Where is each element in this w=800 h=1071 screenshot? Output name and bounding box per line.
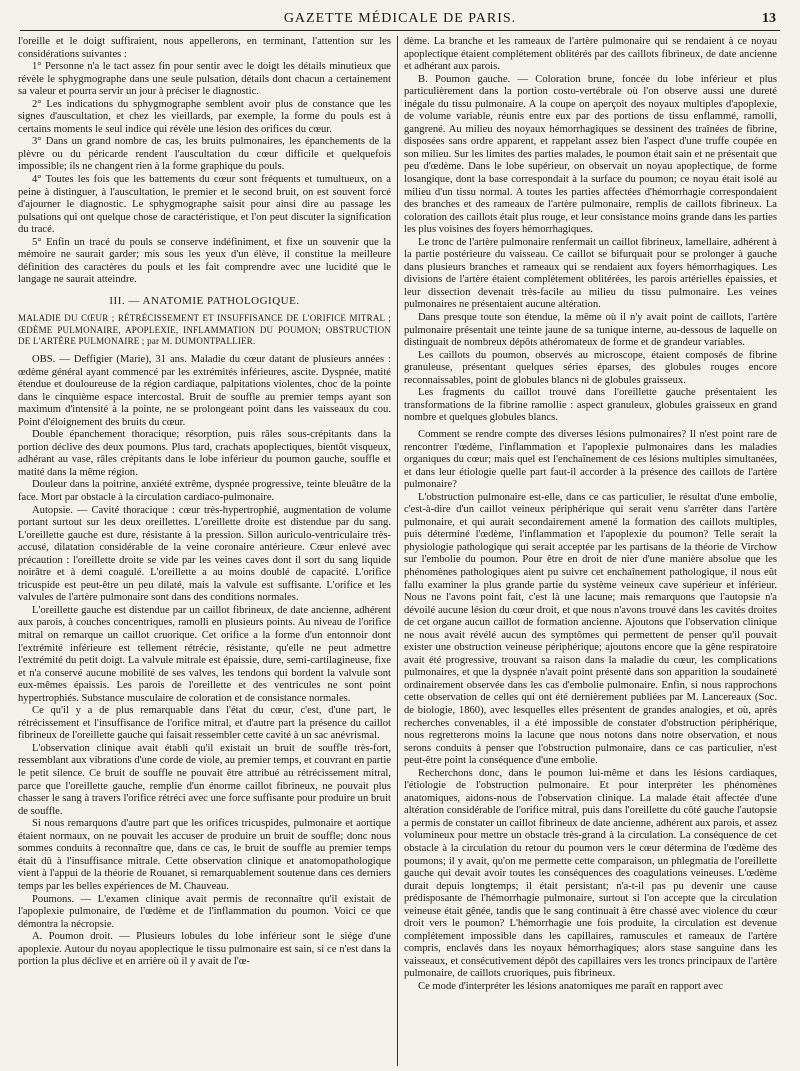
case-paragraph: Ce qu'il y a de plus remarquable dans l'état du cœur, c'est, d'une part, le rétrécissement et l'insuffisance de l'orifice mitral, et d'autre part la présence du caillot fibrineux de l'oreillette gauche qui faisait ressembler cette cavité à un sac anévrismal.	[18, 705, 391, 742]
continued-paragraph: dème. La branche et les rameaux de l'artère pulmonaire qui se rendaient à ce noyau apoplectique étaient complétement oblitérés par des caillots fibrineux, de date ancienne et adhérant aux parois.	[404, 36, 777, 73]
body-paragraph: Ce mode d'interpréter les lésions anatomiques me paraît en rapport avec	[418, 981, 723, 993]
body-paragraph: Le tronc de l'artère pulmonaire renfermait un caillot fibrineux, lamellaire, adhérent à la partie postérieure du vaisseau. Ce caillot se bifurquait pour se prolonger à gauche dans plusieurs branches et rameaux qui se rendaient aux foyers hémorrhagiques. Les divisions de l'artère étaient complétement oblitérées, les parois artérielles épaissies, et leur dissection devenait très-facile au milieu du tissu pulmonaire. Les veines pulmonaires ne présentaient aucune altération.	[404, 236, 777, 311]
column-divider	[397, 36, 398, 1066]
body-paragraph: Les fragments du caillot trouvé dans l'oreillette gauche présentaient les transformations de la fibrine ramollie : aspect granuleux, globules graisseux en grand nombre et quelques globules blancs.	[404, 387, 777, 424]
right-column	[404, 36, 777, 1066]
left-column	[18, 36, 391, 1066]
consideration-5: 5° Enfin un tracé du pouls se conserve indéfiniment, et fixe un souvenir que la mémoire ne saurait garder; mis sous les yeux d'un élève, il constitue la meilleure définition des caractères du pouls et les fait comprendre avec une lucidité que le langage ne saurait atteindre.	[18, 236, 391, 286]
case-paragraph: Douleur dans la poitrine, anxiété extrême, dyspnée progressive, teinte bleuâtre de la face. Mort par obstacle à la circulation cardiaco-pulmonaire.	[18, 479, 391, 503]
page-number: 13	[762, 11, 776, 26]
consideration-1: 1° Personne n'a le tact assez fin pour sentir avec le doigt les détails minutieux que révèle le sphygmographe dans une seule pulsation, détails dont chacun a certainement sa valeur et pourra servir un jour à préciser le diagnostic.	[18, 61, 391, 98]
section-heading: III. — ANATOMIE PATHOLOGIQUE.	[109, 294, 300, 307]
body-paragraph: Les caillots du poumon, observés au microscope, étaient composés de fibrine granuleuse, présentant quelques séries éparses, des globules rouges encore reconnaissables, point de globules blancs ni de globules graisseux.	[404, 349, 777, 386]
page-header	[20, 8, 780, 31]
case-paragraph: L'oreillette gauche est distendue par un caillot fibrineux, de date ancienne, adhérent aux parois, à couches concentriques, ramolli en plusieurs points. Au niveau de l'orifice mitral on remarque un caillot cruorique. Cet orifice a la forme d'un entonnoir dont l'extrémité inférieure est tellement rétrécie, résistante, qu'elle ne peut admettre l'extrémité du petit doigt. La valvule mitrale est épaissie, dure, semi-cartilagineuse, fixe et n'a conservé aucune mobilité de ses valves, les tendons qui bordent la valvule sont eux-mêmes épaissis. Les parois de l'oreillette et des ventricules ne sont point hypertrophiés. Substance musculaire de coloration et de consistance normales.	[18, 604, 391, 704]
journal-title: GAZETTE MÉDICALE DE PARIS.	[283, 11, 517, 26]
right-lung-paragraph: A. Poumon droit. — Plusieurs lobules du lobe inférieur sont le siége d'une apoplexie. Autour du noyau apoplectique le tissu pulmonaire est sain, si ce n'est dans la portion la plus déclive et en arrière où il y avait de l'œ-	[18, 931, 391, 968]
consideration-4: 4° Toutes les fois que les battements du cœur sont fréquents et tumultueux, on a peine à distinguer, à l'auscultation, le premier et le second bruit, on est souvent forcé d'ajourner le diagnostic. Le sphygmographe saisit pour ainsi dire au passage les pulsations qui ont quelque chose de caractéristique, et l'on peut discuter la signification du tracé.	[18, 174, 391, 236]
intro-paragraph: l'oreille et le doigt suffiraient, nous appellerons, en terminant, l'attention sur les considérations suivantes :	[18, 36, 391, 60]
case-paragraph: Double épanchement thoracique; résorption, puis râles sous-crépitants dans la portion déclive des deux poumons. Plus tard, crachats apoplectiques, bientôt visqueux, adhérant au vase, râles crépitants dans le lobe inférieur du poumon gauche, souffle et matité dans la même région.	[18, 429, 391, 478]
consideration-3: 3° Dans un grand nombre de cas, les bruits pulmonaires, les épanchements de la plèvre ou du péricarde rendent l'auscultation du cœur difficile et quelquefois impossible; ils ne changent rien à la forme graphique du pouls.	[18, 136, 391, 173]
body-paragraph: Dans presque toute son étendue, la même où il n'y avait point de caillots, l'artère pulmonaire présentait une teinte jaune de sa tunique interne, au-dessous de laquelle on distinguait de nombreux dépôts athéromateux de forme et de grandeur variables.	[404, 312, 777, 349]
left-lung-paragraph: B. Poumon gauche. — Coloration brune, foncée du lobe inférieur et plus particulièrement dans la portion costo-vertébrale où l'on observe aussi une dureté inégale du tissu pulmonaire. A la coupe on aperçoit des noyaux multiples d'apoplexie, de volume variable, réunis entre eux par des portions de tissu enflammé, ramolli, gangrené. Au milieu des noyaux hémorrhagiques se dessinent des traînées de fibrine, disposées sans ordre apparent, et rappelant assez bien l'aspect d'une truffe coupée en son milieu. Sur les limites des parties malades, le poumon était sain et ne présentait que peu d'œdème. Dans le lobe supérieur, on observait un noyau apoplectique, de forme losangique, dont la base correspondait à la surface du poumon; ce noyau était isolé au milieu d'un tissu normal. A toutes les parties affectées d'hémorrhagie correspondaient des branches et des rameaux de l'artère pulmonaire, remplis de caillots fibrineux. La coloration des caillots était plus rouge, et leur consistance moins grande dans les parties les plus voisines des foyers hémorrhagiques.	[404, 73, 777, 236]
case-title: MALADIE DU CŒUR ; RÉTRÉCISSEMENT ET INSUFFISANCE DE L'ORIFICE MITRAL ; ŒDÈME PULMONAIRE, APOPLEXIE, INFLAMMATION DU POUMON; OBSTRUCTION DE L'ARTÈRE PULMONAIRE ; par M. DUMONTPALLIER.	[18, 313, 391, 347]
observation-paragraph: OBS. — Deffigier (Marie), 31 ans. Maladie du cœur datant de plusieurs années : œdème général ayant commencé par les extrémités inférieures, ascite. Dyspnée, matité étendue et douloureuse de la région cardiaque, palpitations violentes, choc de la pointe dans le cinquième espace intercostal. Bruit de souffle au premier temps ayant son maximum d'intensité à la pointe, ne se prolongeant point dans les vaisseaux du cou. Point d'éloignement des bruits du cœur.	[18, 353, 391, 428]
consideration-2: 2° Les indications du sphygmographe semblent avoir plus de constance que les signes d'auscultation, et chez les vieillards, par exemple, la forme du pouls est à certains moments le seul indice qui révèle une lésion des orifices du cœur.	[18, 98, 391, 135]
body-paragraph: Recherchons donc, dans le poumon lui-même et dans les lésions cardiaques, l'étiologie de l'obstruction pulmonaire. Et pour interpréter les phénomènes anatomiques, aidons-nous de l'observation clinique. La malade était affectée d'une altération considérable de l'orifice mitral, puis dans l'oreillette du côté gauche l'autopsie a permis de constater un caillot fibrineux de date ancienne, adhérent aux parois, et assez volumineux pour mettre un obstacle très-grand à la circulation. La conséquence de cet obstacle à la circulation du retour du poumon vers le cœur détermina de l'œdème des poumons; il y avait, qu'on me permette cette comparaison, un phlegmatia de l'oreillette gauche qui devait avoir toutes les conséquences des coagulations veineuses. L'œdème durait depuis longtemps; il était persistant; n'a-t-il pas pu devenir une cause prédisposante de l'hémorrhagie pulmonaire, surtout si l'on accepte que la circulation veineuse était gênée, tandis que le sang continuait à être chassé avec violence du cœur droit vers le poumon? L'hémorrhagie une fois produite, la circulation est devenue complétement impossible dans les capillaires, ramuscules et rameaux de l'artère compris, enclavés dans les noyaux hémorrhagiques; alors stase sanguine dans les vaisseaux, et consécutivement dépôt des capillaires vers les troncs principaux de l'artère pulmonaire, de caillots cruoriques, puis fibrineux.	[404, 767, 777, 980]
body-paragraph: Comment se rendre compte des diverses lésions pulmonaires? Il n'est point rare de rencontrer l'œdème, l'inflammation et l'apoplexie pulmonaires dans les maladies organiques du cœur; mais quel est l'enchaînement de ces lésions multiples simultanées, et dans leur étiologie quelle part faut-il accorder à la présence des caillots de l'artère pulmonaire?	[404, 428, 777, 491]
autopsy-paragraph: Autopsie. — Cavité thoracique : cœur très-hypertrophié, augmentation de volume portant surtout sur les deux oreillettes. L'oreillette droite est distendue par du sang. L'oreillette gauche est dure, résistante à la pression. Sillon auriculo-ventriculaire très-accusé, dilatation considérable de la veine coronaire antérieure. Cœur enlevé avec précaution : l'oreillette droite se vide par les veines caves dont il sort du sang liquide noirâtre et à demi coagulé. L'oreillette a au moins doublé de capacité. L'orifice tricuspide est peut-être un peu dilaté, mais la valvule est suffisante. L'orifice et les valvules de l'artère pulmonaire sont dans des conditions normales.	[18, 504, 391, 604]
lungs-paragraph: Poumons. — L'examen clinique avait permis de reconnaître qu'il existait de l'apoplexie pulmonaire, de l'œdème et de l'inflammation du poumon. Voici ce que démontra la nécropsie.	[18, 893, 391, 930]
case-paragraph: L'observation clinique avait établi qu'il existait un bruit de souffle très-fort, ressemblant aux vibrations d'une corde de viole, au premier temps, et couvrant en partie le petit silence. Ce bruit de souffle ne pouvait être attribué au rétrécissement mitral, parce que l'oreillette gauche, remplie d'un énorme caillot fibrineux, ne pouvait plus chasser le sang à travers l'orifice rétréci avec une force suffisante pour produire un bruit de souffle.	[18, 742, 391, 817]
case-paragraph: Si nous remarquons d'autre part que les orifices tricuspides, pulmonaire et aortique étaient normaux, on ne pouvait les accuser de produire un bruit de souffle; donc nous sommes conduits à reconnaître que, dans ce cas, le bruit de souffle au premier temps était dû à l'insuffisance mitrale. Cette observation clinique et anatomopathologique vient à l'appui de la théorie de Rouanet, si remarquablement soutenue dans ces derniers temps par les belles expériences de M. Chauveau.	[18, 818, 391, 892]
body-paragraph: L'obstruction pulmonaire est-elle, dans ce cas particulier, le résultat d'une embolie, c'est-à-dire d'un caillot veineux périphérique qui serait venu s'arrêter dans l'artère pulmonaire, et qui aurait secondairement amené la formation des caillots multiples, puis déterminé l'œdème, l'inflammation et l'apoplexie du poumon? Telle serait la physiologie pathologique qui serait acceptée par les partisans de la théorie de Virchow sur l'embolie du poumon. Pour être en droit de nier d'une manière absolue que les phénomènes pathologiques aient pu suivre cet enchaînement pathologique, il nous eût fallu examiner la plus grande partie du système veineux cave supérieur et inférieur. Nous ne l'avons point fait, c'est là une lacune; mais remarquons que l'autopsie n'a dévoilé aucune lésion du cœur droit, et que nous n'avons trouvé dans les cavités droites de cet organe aucun caillot de formation ancienne. Ajoutons que l'observation clinique ne nous avait révélé aucun des symptômes qui permettent de penser qu'il pouvait exister une obstruction veineuse périphérique; ajoutons encore que la gêne respiratoire avait été progressive, trouvant sa raison dans la maladie du cœur, les complications pulmonaires, et que la dyspnée n'avait point présenté dans son apparition la soudaineté ordinairement observée dans les cas d'embolie pulmonaire. Enfin, si nous rapprochons cette observation de celles qui ont été dernièrement publiées par M. Lancereaux (Soc. de biologie, 1860), avec lesquelles elles présentent de grandes analogies, et où, après recherches convenables, il a été impossible de constater d'obstruction périphérique, nous regretterons moins la lacune que nous notons dans notre observation, et nous serons conduits à penser que l'obstruction pulmonaire, dans ce cas particulier, n'est peut-être point la conséquence d'une embolie.	[404, 491, 777, 767]
